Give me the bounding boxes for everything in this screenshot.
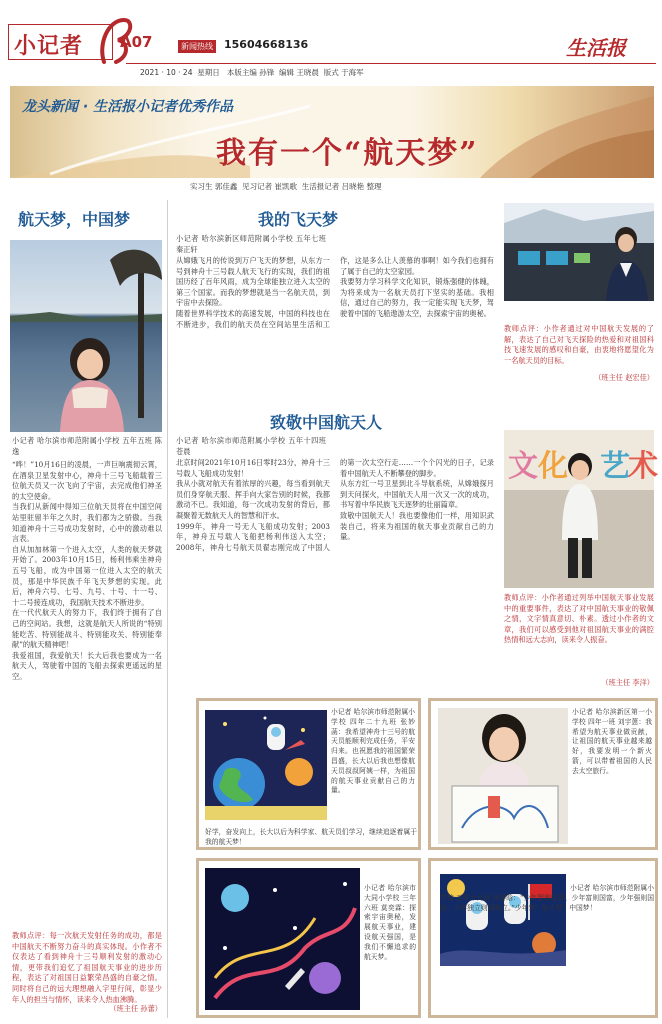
article2-body: 从嫦娥飞月的传说到万户飞天的梦想，从东方一号到神舟十三号载人航天飞行的实现，我们的祖国历经了百年风雨，成为全球能独立进入太空的第三个国家。而我的梦想就是当一名航天员，到宇宙中去探险。 随着世界科学技术的高速发展，中国的科技也在不断进步，我们的航天员在空间站里生活和工作，这是多么让人羡慕的事啊！如今我们也拥有了属于自己的太空家园。 我要努力学习科学文化知识，锻炼强健的体魄，为将来成为一名航天员打下坚实的基础。我相信，通过自己的努力，我一定能实现飞天梦，驾驶着中国的飞船遨游太空，去探索宇宙的奥秘。 [176,256,494,329]
art4-text: 小记者 哈尔滨市师范附属小学校 五年十九班 徐睿晗：“少年智则国智，少年富则国富，少年强则国强，少年独立则国独立。”少年梦！航天梦！中国梦！ [440,884,654,912]
art2-text: 小记者 哈尔滨新区第一小学校 四年一班 刘宇蒽：我希望为航天事业做贡献，让祖国的航天事业越来越好，我要发明一个新火箭，可以带着祖国的人民去太空旅行。 [572,708,652,775]
space-drawing-earth-astronaut [205,710,327,820]
brand-logo: 生活报 [566,36,626,60]
article1-sign: （班主任 孙蕾） [109,1004,162,1013]
article3-title: 致敬中国航天人 [270,413,383,432]
hotline-number: 15604668136 [224,38,309,51]
article1-author: 小记者 哈尔滨市师范附属小学校 五年五班 陈逸 [12,436,162,456]
art1-caption: 好学，奋发向上，长大以后为科学家、航天员们学习，继续追逐着属于我的航天梦！ [205,828,417,846]
article1-note: 教师点评：每一次航天发射任务的成功，都是中国航天不断努力奋斗的真实体现。小作者不仅表达了看到神舟十三号顺利发射的激动心情，更带我们追忆了祖国航天事业的进步历程，表达了对祖国日益繁荣昌盛的自豪之情。同时将自己的远大理想融入字里行间，彰显少年人的担当与情怀，读来令人热血沸腾。 [12,931,162,1004]
article1-body: “哗！”10月16日的凌晨，一声巨响震彻云霄，在酒泉卫星发射中心，神舟十三号飞船载着三位航天员又一次飞向了宇宙，去完成他们神圣的太空使命。 当我们从新闻中得知三位航天员将在中国空间站里驻留半年之久时，我们都为之骄傲。当我知道神舟十三号成功发射时，心中的激动难以言表。 自从加加林第一个进入太空，人类的航天梦就开始了。2003年10月15日，杨利伟乘坐神舟五号飞船，成为中国第一位进入太空的航天员，那是中华民族千年飞天梦想的实现。此后，神舟六号、七号、九号、十号、十一号、十二号接连成功，我国航天技术不断进步。 在一代代航天人的努力下，我们终于拥有了自己的空间站。我想，这就是航天人所说的“特别能吃苦、特别能战斗、特别能攻关、特别能奉献”的航天精神吧！ 我爱祖国，我爱航天！长大后我也要成为一名航天人，驾驶着中国的飞船去探索更遥远的星空。 [12,460,162,681]
date-line: 2021 · 10 · 24 星期日 本版主编 孙锋 编辑 王晓晨 版式 于海军 [140,68,364,77]
column-divider [167,200,168,1018]
svg-text:化: 化 [538,449,568,484]
svg-text:术: 术 [628,449,658,484]
girl-with-drawing-photo [438,708,568,844]
girl-by-lake-photo [10,240,162,432]
banner-title: 我有一个“航天梦” [216,136,479,171]
page-number: A07 [120,33,153,51]
article3-sign: （班主任 李洋） [601,678,654,687]
article2-title: 我的飞天梦 [258,210,339,229]
hotline-label: 新闻热线 [178,40,216,53]
masthead-rule [126,63,656,64]
article3-body: 北京时间2021年10月16日零时23分，神舟十三号载人飞船成功发射！ 我从小就对航天有着浓厚的兴趣，每当看到航天员们身穿航天服、挥手向大家告别的时候，我都激动不已。我知道，每一次成功发射的背后，都凝聚着无数航天人的智慧和汗水。 1999年，神舟一号无人飞船成功发射；2003年，神舟五号载人飞船把杨利伟送入太空；2008年，神舟七号航天员翟志刚完成了中国人的第一次太空行走……一个个闪光的日子，记录着中国航天人不断攀登的脚步。 从东方红一号卫星到北斗导航系统，从嫦娥探月到天问探火，中国航天人用一次又一次的成功，书写着中华民族飞天逐梦的壮丽篇章。 致敬中国航天人！我也要像他们一样，用知识武装自己，将来为祖国的航天事业贡献自己的力量。 [176,458,494,552]
banner-kicker: 龙头新闻 · 生活报小记者优秀作品 [22,99,234,115]
section-title: 小记者 [14,34,84,59]
svg-text:文: 文 [508,449,538,484]
boy-at-exhibition-photo [504,430,658,588]
banner-byline: 实习生 郭佳鑫 见习记者 崔凯歌 生活报记者 吕晓艳 整理 [190,182,382,191]
banner [10,86,654,178]
article1-title: 航天梦，中国梦 [18,210,131,229]
article3-note: 教师点评：小作者通过列举中国航天事业发展中的重要事件，表达了对中国航天事业的敬佩之情，文字情真意切、朴素。透过小作者的文章，我们可以感受到他对祖国航天事业的满腔热情和远大志向，读来令人振奋。 [504,593,654,645]
article2-sign: （班主任 赵宏佳） [594,373,654,382]
art3-text: 小记者 哈尔滨市大同小学校 三年六班 莫奕霖：探索宇宙奥秘，发展航天事业，建设航天强国，是我们不懈追求的航天梦。 [364,884,416,961]
article2-tail [504,304,654,324]
svg-text:艺: 艺 [600,449,630,484]
masthead [0,0,662,86]
cockpit-photo [504,203,654,301]
article2-note: 教师点评：小作者通过对中国航天发展的了解，表达了自己对飞天探险的热爱和对祖国科技飞速发展的感叹和自豪，由衷地将愿望化为一名航天员的目标。 [504,324,654,365]
article3-author: 小记者 哈尔滨市师范附属小学校 五年十四班 苍晨 [176,436,329,456]
article2-author: 小记者 哈尔滨新区师范附属小学校 五年七班 秦正轩 [176,234,329,254]
art1-text: 小记者 哈尔滨市师范附属小学校 四年二十九班 张妙菡：我希望神舟十三号的航天员能顺利完成任务，平安归来。也祝愿我的祖国繁荣昌盛，长大以后我也想像航天员叔叔阿姨一样，为祖国的航天事业贡献自己的力量。 [331,708,415,795]
space-drawing-night-sky [205,868,360,1010]
